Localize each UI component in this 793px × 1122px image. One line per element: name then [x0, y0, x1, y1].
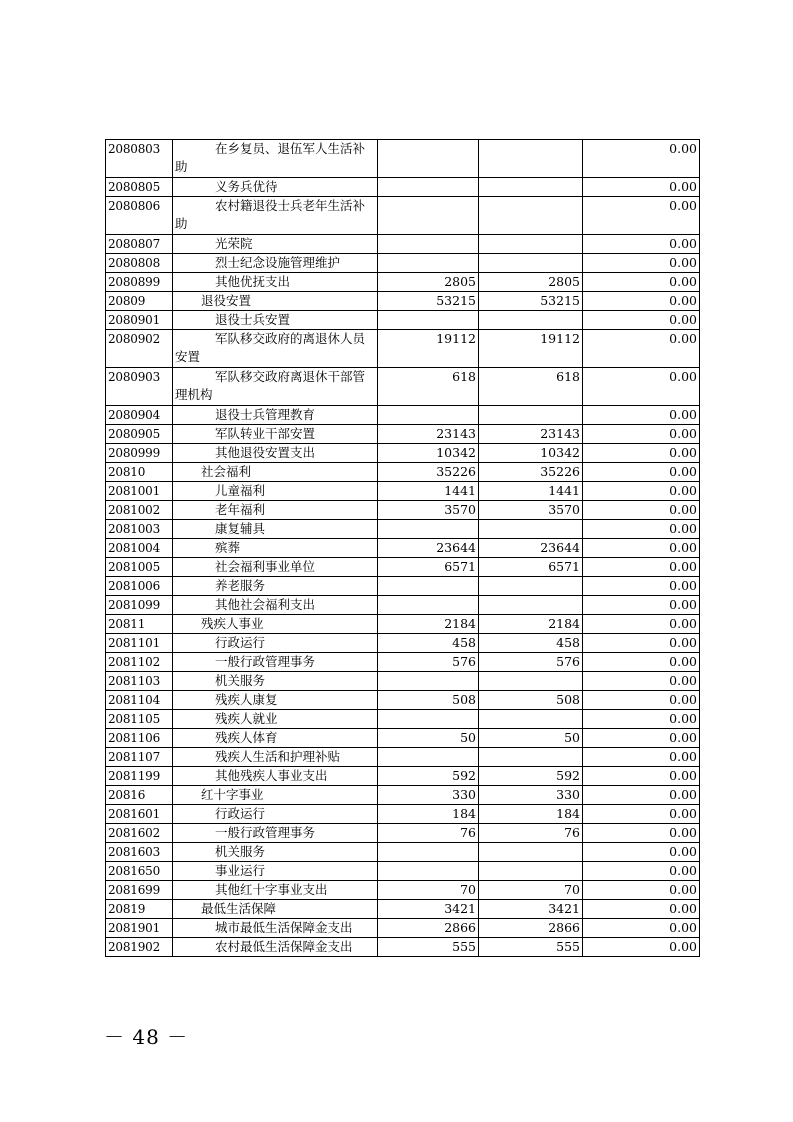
row-value-v1: [378, 577, 479, 596]
table-row: [106, 824, 700, 843]
table-row: [106, 444, 700, 463]
table-row: [106, 425, 700, 444]
table-row: [106, 767, 700, 786]
row-code: 2081101: [106, 634, 173, 653]
row-code: 2081006: [106, 577, 173, 596]
row-value-v1: [378, 197, 479, 235]
row-code: 2080808: [106, 254, 173, 273]
row-name-cell: [173, 577, 378, 596]
row-code: 2080806: [106, 197, 173, 235]
row-value-v3: 0.00: [583, 501, 700, 520]
table-row: [106, 653, 700, 672]
table-row: [106, 463, 700, 482]
row-value-v1: 576: [378, 653, 479, 672]
row-value-v3: 0.00: [583, 330, 700, 368]
table-row: [106, 615, 700, 634]
row-value-v1: [378, 140, 479, 178]
row-value-v2: [479, 178, 583, 197]
budget-table: [105, 139, 700, 957]
row-code: 2081650: [106, 862, 173, 881]
row-name: 机关服务: [215, 844, 266, 859]
row-value-v3: 0.00: [583, 596, 700, 615]
row-name-cell: [173, 805, 378, 824]
row-name: 最低生活保障: [201, 901, 277, 916]
row-value-v1: 1441: [378, 482, 479, 501]
row-value-v2: [479, 311, 583, 330]
row-name-cell: [173, 235, 378, 254]
row-code: 2080803: [106, 140, 173, 178]
table-row: [106, 482, 700, 501]
row-name: 残疾人康复: [215, 692, 278, 707]
row-value-v2: 592: [479, 767, 583, 786]
row-value-v1: [378, 520, 479, 539]
table-body: [106, 140, 700, 957]
row-value-v2: 618: [479, 368, 583, 406]
row-name-cell: [173, 254, 378, 273]
table-row: [106, 938, 700, 957]
row-value-v3: 0.00: [583, 672, 700, 691]
row-code: 2081601: [106, 805, 173, 824]
row-name-cell: [173, 444, 378, 463]
row-name-cell: [173, 710, 378, 729]
row-name: 一般行政管理事务: [215, 654, 316, 669]
table-row: [106, 235, 700, 254]
row-value-v3: 0.00: [583, 767, 700, 786]
row-name: 殡葬: [215, 540, 241, 555]
table-row: [106, 197, 700, 235]
table-row: [106, 330, 700, 368]
row-name-cell: [173, 843, 378, 862]
row-value-v3: 0.00: [583, 862, 700, 881]
row-name-cell: [173, 786, 378, 805]
row-value-v1: 19112: [378, 330, 479, 368]
row-code: 2081104: [106, 691, 173, 710]
row-name: 农村籍退役士兵老年生活补助: [175, 198, 366, 231]
row-name-cell: [173, 539, 378, 558]
row-name-cell: [173, 178, 378, 197]
row-name-cell: [173, 425, 378, 444]
row-code: 2081005: [106, 558, 173, 577]
row-name-cell: [173, 672, 378, 691]
row-value-v3: 0.00: [583, 254, 700, 273]
row-name: 退役安置: [201, 293, 252, 308]
row-value-v3: 0.00: [583, 710, 700, 729]
table-row: [106, 406, 700, 425]
row-name: 行政运行: [215, 635, 266, 650]
row-name-cell: [173, 881, 378, 900]
row-name-cell: [173, 368, 378, 406]
row-value-v2: 23644: [479, 539, 583, 558]
row-name: 义务兵优待: [215, 179, 278, 194]
row-value-v2: 576: [479, 653, 583, 672]
row-code: 2081602: [106, 824, 173, 843]
row-value-v3: 0.00: [583, 539, 700, 558]
row-code: 2080807: [106, 235, 173, 254]
row-value-v2: 3570: [479, 501, 583, 520]
row-code: 2081106: [106, 729, 173, 748]
row-code: 2081102: [106, 653, 173, 672]
row-value-v1: 2184: [378, 615, 479, 634]
row-name-cell: [173, 273, 378, 292]
table-row: [106, 368, 700, 406]
row-value-v2: 53215: [479, 292, 583, 311]
row-value-v2: [479, 748, 583, 767]
row-value-v3: 0.00: [583, 805, 700, 824]
row-value-v1: 592: [378, 767, 479, 786]
page-number: － 48 －: [104, 1025, 189, 1049]
row-name: 军队移交政府的离退休人员安置: [175, 331, 366, 364]
row-name: 其他退役安置支出: [215, 445, 316, 460]
table-row: [106, 786, 700, 805]
row-name-cell: [173, 292, 378, 311]
row-value-v1: [378, 235, 479, 254]
row-value-v3: 0.00: [583, 748, 700, 767]
row-value-v1: [378, 748, 479, 767]
row-value-v3: 0.00: [583, 463, 700, 482]
row-value-v2: 508: [479, 691, 583, 710]
table-row: [106, 672, 700, 691]
row-name-cell: [173, 748, 378, 767]
row-name-cell: [173, 482, 378, 501]
row-name: 退役士兵管理教育: [215, 407, 316, 422]
row-code: 20819: [106, 900, 173, 919]
row-name: 一般行政管理事务: [215, 825, 316, 840]
row-code: 20816: [106, 786, 173, 805]
row-name: 康复辅具: [215, 521, 266, 536]
row-value-v3: 0.00: [583, 406, 700, 425]
row-code: 2081901: [106, 919, 173, 938]
table-row: [106, 577, 700, 596]
row-value-v1: [378, 178, 479, 197]
row-value-v1: [378, 710, 479, 729]
row-value-v1: 458: [378, 634, 479, 653]
row-name-cell: [173, 140, 378, 178]
table-row: [106, 254, 700, 273]
row-name-cell: [173, 767, 378, 786]
table-row: [106, 501, 700, 520]
row-value-v2: 555: [479, 938, 583, 957]
row-value-v3: 0.00: [583, 729, 700, 748]
row-value-v3: 0.00: [583, 615, 700, 634]
row-code: 2081103: [106, 672, 173, 691]
row-value-v2: 10342: [479, 444, 583, 463]
row-value-v3: 0.00: [583, 425, 700, 444]
table-row: [106, 710, 700, 729]
row-value-v3: 0.00: [583, 919, 700, 938]
row-code: 2081902: [106, 938, 173, 957]
row-value-v3: 0.00: [583, 900, 700, 919]
row-name-cell: [173, 615, 378, 634]
row-code: 2081003: [106, 520, 173, 539]
row-value-v1: [378, 406, 479, 425]
row-name: 社会福利事业单位: [215, 559, 316, 574]
row-value-v3: 0.00: [583, 653, 700, 672]
row-value-v3: 0.00: [583, 292, 700, 311]
row-value-v1: 2866: [378, 919, 479, 938]
row-value-v3: 0.00: [583, 311, 700, 330]
row-name: 残疾人体育: [215, 730, 278, 745]
table-row: [106, 539, 700, 558]
row-value-v1: 76: [378, 824, 479, 843]
row-name: 残疾人就业: [215, 711, 278, 726]
row-name: 其他社会福利支出: [215, 597, 316, 612]
row-value-v1: [378, 672, 479, 691]
row-value-v1: 6571: [378, 558, 479, 577]
row-name-cell: [173, 520, 378, 539]
row-value-v1: 3570: [378, 501, 479, 520]
row-value-v2: 76: [479, 824, 583, 843]
row-name-cell: [173, 197, 378, 235]
table-row: [106, 729, 700, 748]
row-value-v3: 0.00: [583, 881, 700, 900]
row-name-cell: [173, 311, 378, 330]
row-value-v2: [479, 254, 583, 273]
row-code: 2080901: [106, 311, 173, 330]
row-value-v1: 618: [378, 368, 479, 406]
row-value-v1: 10342: [378, 444, 479, 463]
table-row: [106, 292, 700, 311]
row-value-v3: 0.00: [583, 273, 700, 292]
row-value-v1: 53215: [378, 292, 479, 311]
row-name-cell: [173, 596, 378, 615]
row-code: 2081002: [106, 501, 173, 520]
row-value-v1: 23644: [378, 539, 479, 558]
row-name-cell: [173, 729, 378, 748]
row-value-v2: 2866: [479, 919, 583, 938]
row-code: 2080899: [106, 273, 173, 292]
row-value-v2: [479, 406, 583, 425]
row-name: 机关服务: [215, 673, 266, 688]
row-name: 红十字事业: [201, 787, 264, 802]
row-value-v2: [479, 862, 583, 881]
row-value-v1: 3421: [378, 900, 479, 919]
row-value-v1: [378, 596, 479, 615]
row-value-v3: 0.00: [583, 482, 700, 501]
row-value-v2: [479, 140, 583, 178]
row-value-v2: 1441: [479, 482, 583, 501]
row-code: 2081099: [106, 596, 173, 615]
row-value-v2: 184: [479, 805, 583, 824]
row-name: 其他红十字事业支出: [215, 882, 328, 897]
row-value-v1: 23143: [378, 425, 479, 444]
row-name-cell: [173, 558, 378, 577]
row-value-v2: 2184: [479, 615, 583, 634]
row-code: 2081105: [106, 710, 173, 729]
row-value-v1: 2805: [378, 273, 479, 292]
row-value-v3: 0.00: [583, 520, 700, 539]
row-code: 2080903: [106, 368, 173, 406]
row-value-v3: 0.00: [583, 691, 700, 710]
row-code: 20810: [106, 463, 173, 482]
row-code: 2081199: [106, 767, 173, 786]
table-row: [106, 900, 700, 919]
row-name-cell: [173, 406, 378, 425]
row-code: 20811: [106, 615, 173, 634]
row-value-v2: 19112: [479, 330, 583, 368]
row-value-v2: 50: [479, 729, 583, 748]
row-value-v3: 0.00: [583, 843, 700, 862]
row-value-v2: 458: [479, 634, 583, 653]
row-name: 养老服务: [215, 578, 266, 593]
table-row: [106, 691, 700, 710]
row-value-v3: 0.00: [583, 786, 700, 805]
row-name: 儿童福利: [215, 483, 266, 498]
row-value-v1: 330: [378, 786, 479, 805]
row-code: 2081699: [106, 881, 173, 900]
row-code: 2080902: [106, 330, 173, 368]
row-name-cell: [173, 691, 378, 710]
table-row: [106, 558, 700, 577]
row-code: 20809: [106, 292, 173, 311]
row-value-v1: [378, 254, 479, 273]
row-value-v1: [378, 843, 479, 862]
table-row: [106, 634, 700, 653]
row-value-v1: [378, 862, 479, 881]
row-name: 残疾人生活和护理补贴: [215, 749, 341, 764]
row-code: 2081107: [106, 748, 173, 767]
row-value-v2: 3421: [479, 900, 583, 919]
row-code: 2080904: [106, 406, 173, 425]
row-value-v2: [479, 672, 583, 691]
row-value-v3: 0.00: [583, 368, 700, 406]
row-value-v3: 0.00: [583, 558, 700, 577]
row-name: 军队移交政府离退休干部管理机构: [175, 369, 366, 402]
row-value-v2: [479, 577, 583, 596]
row-value-v1: 508: [378, 691, 479, 710]
table-row: [106, 311, 700, 330]
row-name-cell: [173, 330, 378, 368]
row-name: 老年福利: [215, 502, 266, 517]
row-value-v2: [479, 197, 583, 235]
row-value-v2: 70: [479, 881, 583, 900]
row-name: 军队转业干部安置: [215, 426, 316, 441]
row-name: 其他优抚支出: [215, 274, 291, 289]
row-value-v1: 35226: [378, 463, 479, 482]
row-value-v2: [479, 710, 583, 729]
table-row: [106, 520, 700, 539]
row-value-v3: 0.00: [583, 197, 700, 235]
row-value-v3: 0.00: [583, 577, 700, 596]
row-name-cell: [173, 634, 378, 653]
row-value-v2: [479, 520, 583, 539]
row-code: 2081001: [106, 482, 173, 501]
row-name: 烈士纪念设施管理维护: [215, 255, 341, 270]
row-name: 城市最低生活保障金支出: [215, 920, 353, 935]
row-name: 社会福利: [201, 464, 252, 479]
row-value-v1: 50: [378, 729, 479, 748]
row-name-cell: [173, 463, 378, 482]
table-row: [106, 596, 700, 615]
row-name: 行政运行: [215, 806, 266, 821]
row-name: 事业运行: [215, 863, 266, 878]
row-value-v1: 184: [378, 805, 479, 824]
table-row: [106, 862, 700, 881]
row-code: 2081603: [106, 843, 173, 862]
table-row: [106, 178, 700, 197]
row-value-v2: 2805: [479, 273, 583, 292]
row-name: 农村最低生活保障金支出: [215, 939, 353, 954]
row-value-v3: 0.00: [583, 938, 700, 957]
row-value-v1: 555: [378, 938, 479, 957]
row-name: 残疾人事业: [201, 616, 264, 631]
row-name-cell: [173, 862, 378, 881]
row-value-v2: [479, 596, 583, 615]
row-name-cell: [173, 919, 378, 938]
table-row: [106, 843, 700, 862]
table-row: [106, 273, 700, 292]
row-value-v2: 330: [479, 786, 583, 805]
table-row: [106, 805, 700, 824]
row-code: 2080905: [106, 425, 173, 444]
row-value-v3: 0.00: [583, 178, 700, 197]
row-value-v2: 6571: [479, 558, 583, 577]
row-name: 其他残疾人事业支出: [215, 768, 328, 783]
row-value-v2: 35226: [479, 463, 583, 482]
table-row: [106, 748, 700, 767]
row-code: 2081004: [106, 539, 173, 558]
row-name-cell: [173, 900, 378, 919]
table-row: [106, 140, 700, 178]
row-name-cell: [173, 653, 378, 672]
row-value-v3: 0.00: [583, 140, 700, 178]
row-name: 光荣院: [215, 236, 253, 251]
row-code: 2080805: [106, 178, 173, 197]
table-row: [106, 881, 700, 900]
row-value-v2: [479, 843, 583, 862]
row-value-v3: 0.00: [583, 444, 700, 463]
row-value-v2: [479, 235, 583, 254]
row-value-v2: 23143: [479, 425, 583, 444]
row-name: 在乡复员、退伍军人生活补助: [175, 141, 366, 174]
row-value-v3: 0.00: [583, 235, 700, 254]
row-value-v3: 0.00: [583, 634, 700, 653]
row-name: 退役士兵安置: [215, 312, 291, 327]
row-value-v3: 0.00: [583, 824, 700, 843]
row-name-cell: [173, 501, 378, 520]
row-name-cell: [173, 938, 378, 957]
row-value-v1: 70: [378, 881, 479, 900]
row-code: 2080999: [106, 444, 173, 463]
row-name-cell: [173, 824, 378, 843]
table-row: [106, 919, 700, 938]
row-value-v1: [378, 311, 479, 330]
